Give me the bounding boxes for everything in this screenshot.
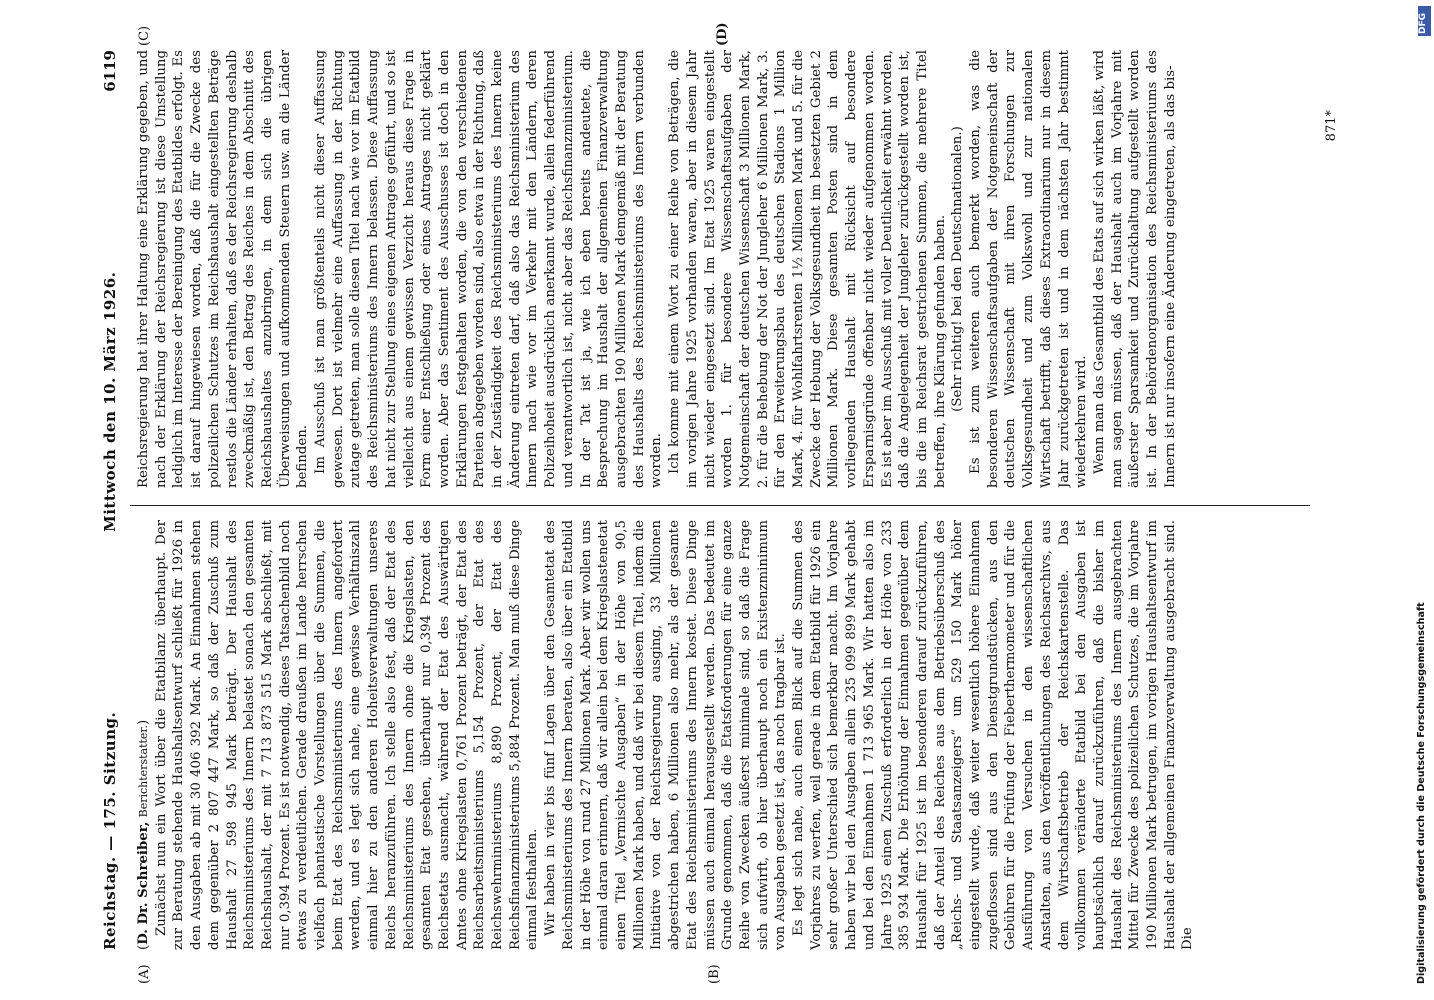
- header-session: Reichstag. — 175. Sitzung.: [101, 711, 119, 950]
- margin-marker-b: (B): [707, 964, 722, 984]
- paragraph: Wir haben in vier bis fünf Lagen über den Gesamtetat des Reichsministeriums des Innern beraten, also über ein Etatbild in der Höhe von rund 27 Millionen Mark. Aber wir wollen uns einmal daran erinnern, daß wir allein bei dem Kriegslastenetat einen Titel „Vermischte Ausgaben“ in der Höhe von 90,5 Millionen Mark haben, und daß wir bei diesem Titel, indem die Initiative von der Reichsregierung ausging, 33 Millionen abgestrichen haben, 6 Millionen also mehr, als der gesamte Etat des Reichsministeriums des Innern kostet. Diese Dinge müssen auch einmal herausgestellt werden. Das bedeutet im Grunde genommen, daß die Etatsforderungen für eine ganze Reihe von Zwecken äußerst minimale sind, so daß die Frage sich aufwirft, ob hier überhaupt noch ein Existenzminimum von Ausgaben gesetzt ist, das noch tragbar ist.: [543, 520, 789, 950]
- paragraph: Reichsregierung hat ihrer Haltung eine Erklärung gegeben, und nach der Erklärung der Reichsregierung ist diese Umstellung lediglich im Interesse der Bereinigung des Etatbildes erfolgt. Es ist darauf hingewiesen worden, daß die für die Zwecke des polizeilichen Schutzes im Reichshaushalt eingestellten Beträge restlos die Länder erhalten, daß es der Reichsregierung deshalb zweckmäßig ist, den Betrag des Reiches in dem Abschnitt des Reichshaushaltes anzubringen, in dem sich die übrigen Überweisungen und aufkommenden Steuern usw. an die Länder befinden.: [136, 50, 311, 488]
- page-number: 6119: [101, 50, 119, 92]
- margin-marker-c: (C): [137, 25, 152, 46]
- page-signature: 871*: [1324, 110, 1339, 142]
- paragraph: Im Ausschuß ist man größtenteils nicht dieser Auffassung gewesen. Dort ist vielmehr eine Auffassung in der Richtung zutage getreten, man solle diesen Titel nach wie vor im Etatbild des Reichsministeriums des Innern belassen. Diese Auffassung hat nicht zur Stellung eines eigenen Antrages geführt, und so ist vielleicht aus einem gewissen Verzicht heraus diese Frage in Form einer Entschließung oder eines Antrages nicht geklärt worden. Aber das Sentiment des Ausschusses ist doch in den Erklärungen festgehalten worden, die von den verschiedenen Parteien abgegeben worden sind, also etwa in der Richtung, daß in der Zuständigkeit des Reichsministeriums des Innern keine Änderung eintreten darf, daß also das Reichsministerium des Innern nach wie vor im Verkehr mit den Ländern, deren Polizeihoheit ausdrücklich anerkannt wurde, allein federführend und verantwortlich ist, nicht aber das Reichsfinanzministerium. In der Tat ist ja, wie ich eben bereits andeutete, die Besprechung im Haushalt der allgemeinen Finanzverwaltung ausgebrachten 190 Millionen Mark demgemäß mit der Beratung des Haushalts des Reichsministeriums des Innern verbunden worden.: [313, 50, 665, 488]
- speaker-line: (D. Dr. Schreiber, Berichterstatter.): [136, 719, 151, 950]
- speaker-name: D. Dr. Schreiber,: [136, 821, 151, 945]
- column-left: [135, 520, 1325, 950]
- rotated-page-frame: [95, 22, 1345, 984]
- speaker-role: Berichterstatter.: [137, 725, 150, 818]
- paragraph: Wenn man das Gesamtbild des Etats auf sich wirken läßt, wird man sagen müssen, daß der Haushalt auch im Vorjahre mit äußerster Sparsamkeit und Zurückhaltung aufgestellt worden ist. In der Behördenorganisation des Reichsministeriums des Innern ist nur insofern eine Änderung eingetreten, als das bis-: [1091, 50, 1178, 488]
- page-header: [95, 50, 125, 950]
- paragraph: Es ist zum weiteren auch bemerkt worden, was die besonderen Wissenschaftsaufgaben der Notgemeinschaft der deutschen Wissenschaft mit ihren Forschungen zur Volksgesundheit und zum Volkswohl und zur nationalen Wirtschaft betrifft, daß dieses Extraordinarium nur in diesem Jahr zurückgetreten ist und in dem nächsten Jahr bestimmt wiederkehren wird.: [968, 50, 1090, 488]
- paragraph: Ich komme mit einem Wort zu einer Reihe von Beträgen, die im vorigen Jahre 1925 vorhanden waren, aber in diesem Jahr nicht wieder eingesetzt sind. Im Etat 1925 waren eingestellt worden 1. für besondere Wissenschaftsaufgaben der Notgemeinschaft der deutschen Wissenschaft 3 Millionen Mark, 2. für die Behebung der Not der Jungleher 6 Millionen Mark, 3. für den Erweiterungsbau des deutschen Stadions 1 Million Mark, 4. für Wohlfahrtsrenten 1½ Millionen Mark und 5. für die Zwecke der Hebung der Volksgesundheit im besetzten Gebiet 2 Millionen Mark. Diese gesamten Posten sind in dem vorliegenden Haushalt mit Rücksicht auf besondere Ersparnisgründe offenbar nicht wieder aufgenommen worden. Es ist aber im Ausschuß mit voller Deutlichkeit erwähnt worden, daß die Angelegenheit der Jungleher zurückgestellt worden ist, bis die im Reichsrat gestrichenen Summen, die mehrere Titel betreffen, ihre Klärung gefunden haben.: [667, 50, 948, 488]
- digitization-credit: Digitalisierung gefördert durch die Deutsche Forschungsgemeinschaft: [1416, 602, 1427, 984]
- page-content: [95, 22, 1345, 984]
- column-right: [135, 50, 1325, 488]
- header-date: Mittwoch den 10. März 1926.: [101, 271, 119, 532]
- paragraph: Zunächst nun ein Wort über die Etatbilanz überhaupt. Der zur Beratung stehende Haushaltsentwurf schließt für 1926 in den Ausgaben ab mit 30 406 392 Mark. An Einnahmen stehen dem gegenüber 2 807 447 Mark, so daß der Zuschuß zum Haushalt 27 598 945 Mark beträgt. Der Haushalt des Reichsministeriums des Innern belastet sonach den gesamten Reichshaushalt, der mit 7 713 873 515 Mark abschließt, mit nur 0,394 Prozent. Es ist notwendig, dieses Tatsachenbild noch etwas zu verdeutlichen. Gerade draußen im Lande herrschen vielfach phantastische Vorstellungen über die Summen, die beim Etat des Reichsministeriums des Innern angefordert werden, und es legt sich nahe, eine gewisse Verhältniszahl einmal hier zu den anderen Hoheitsverwaltungen unseres Reichs heranzuführen. Ich stelle also fest, daß der Etat des Reichsministeriums des Innern ohne die Kriegslasten, den gesamten Etat gesehen, überhaupt nur 0,394 Prozent des Reichsetats ausmacht, während der Etat des Auswärtigen Amtes ohne Kriegslasten 0,761 Prozent beträgt, der Etat des Reichsarbeitsministeriums 5,154 Prozent, der Etat des Reichswehrministeriums 8,890 Prozent, der Etat des Reichsfinanzministeriums 5,884 Prozent. Man muß diese Dinge einmal festhalten.: [153, 520, 541, 950]
- margin-marker-a: (A): [137, 964, 152, 984]
- column-divider: [130, 505, 1310, 506]
- paragraph: Es legt sich nahe, auch einen Blick auf die Summen des Vorjahres zu werfen, weil gerade in dem Etatbild für 1926 ein sehr großer Unterschied sich bemerkbar macht. Im Vorjahre haben wir bei den Ausgaben allein 235 099 899 Mark gehabt und bei den Einnahmen 1 713 965 Mark. Wir hatten also im Jahre 1925 einen Zuschuß erforderlich in der Höhe von 233 385 934 Mark. Die Erhöhung der Einnahmen gegenüber dem Haushalt für 1925 ist im besonderen darauf zurückzuführen, daß der Anteil des Reiches aus dem Betriebsüberschuß des „Reichs- und Staatsanzeigers“ um 529 150 Mark höher eingestellt wurde, daß weiter wesentlich höhere Einnahmen zugeflossen sind aus den Dienstgrundstücken, aus den Gebühren für die Prüfung der Fieberthermometer und für die Ausführung von Versuchen in den wissenschaftlichen Anstalten, aus den Veröffentlichungen des Reichsarchivs, aus dem Wirtschaftsbetrieb der Reichskartenstelle. Das vollkommen veränderte Etatbild bei den Ausgaben ist hauptsächlich darauf zurückzuführen, daß die bisher im Haushalt des Reichsministeriums des Innern ausgebrachten Mittel für Zwecke des polizeilichen Schutzes, die im Vorjahre 190 Millionen Mark betrugen, im vorigen Haushaltsentwurf im Haushalt der allgemeinen Finanzverwaltung ausgebracht sind. Die: [791, 520, 1196, 950]
- interjection: (Sehr richtig! bei den Deutschnationalen.): [950, 126, 966, 412]
- dfg-logo: DFG: [1418, 6, 1431, 36]
- margin-marker-d: (D): [715, 22, 730, 46]
